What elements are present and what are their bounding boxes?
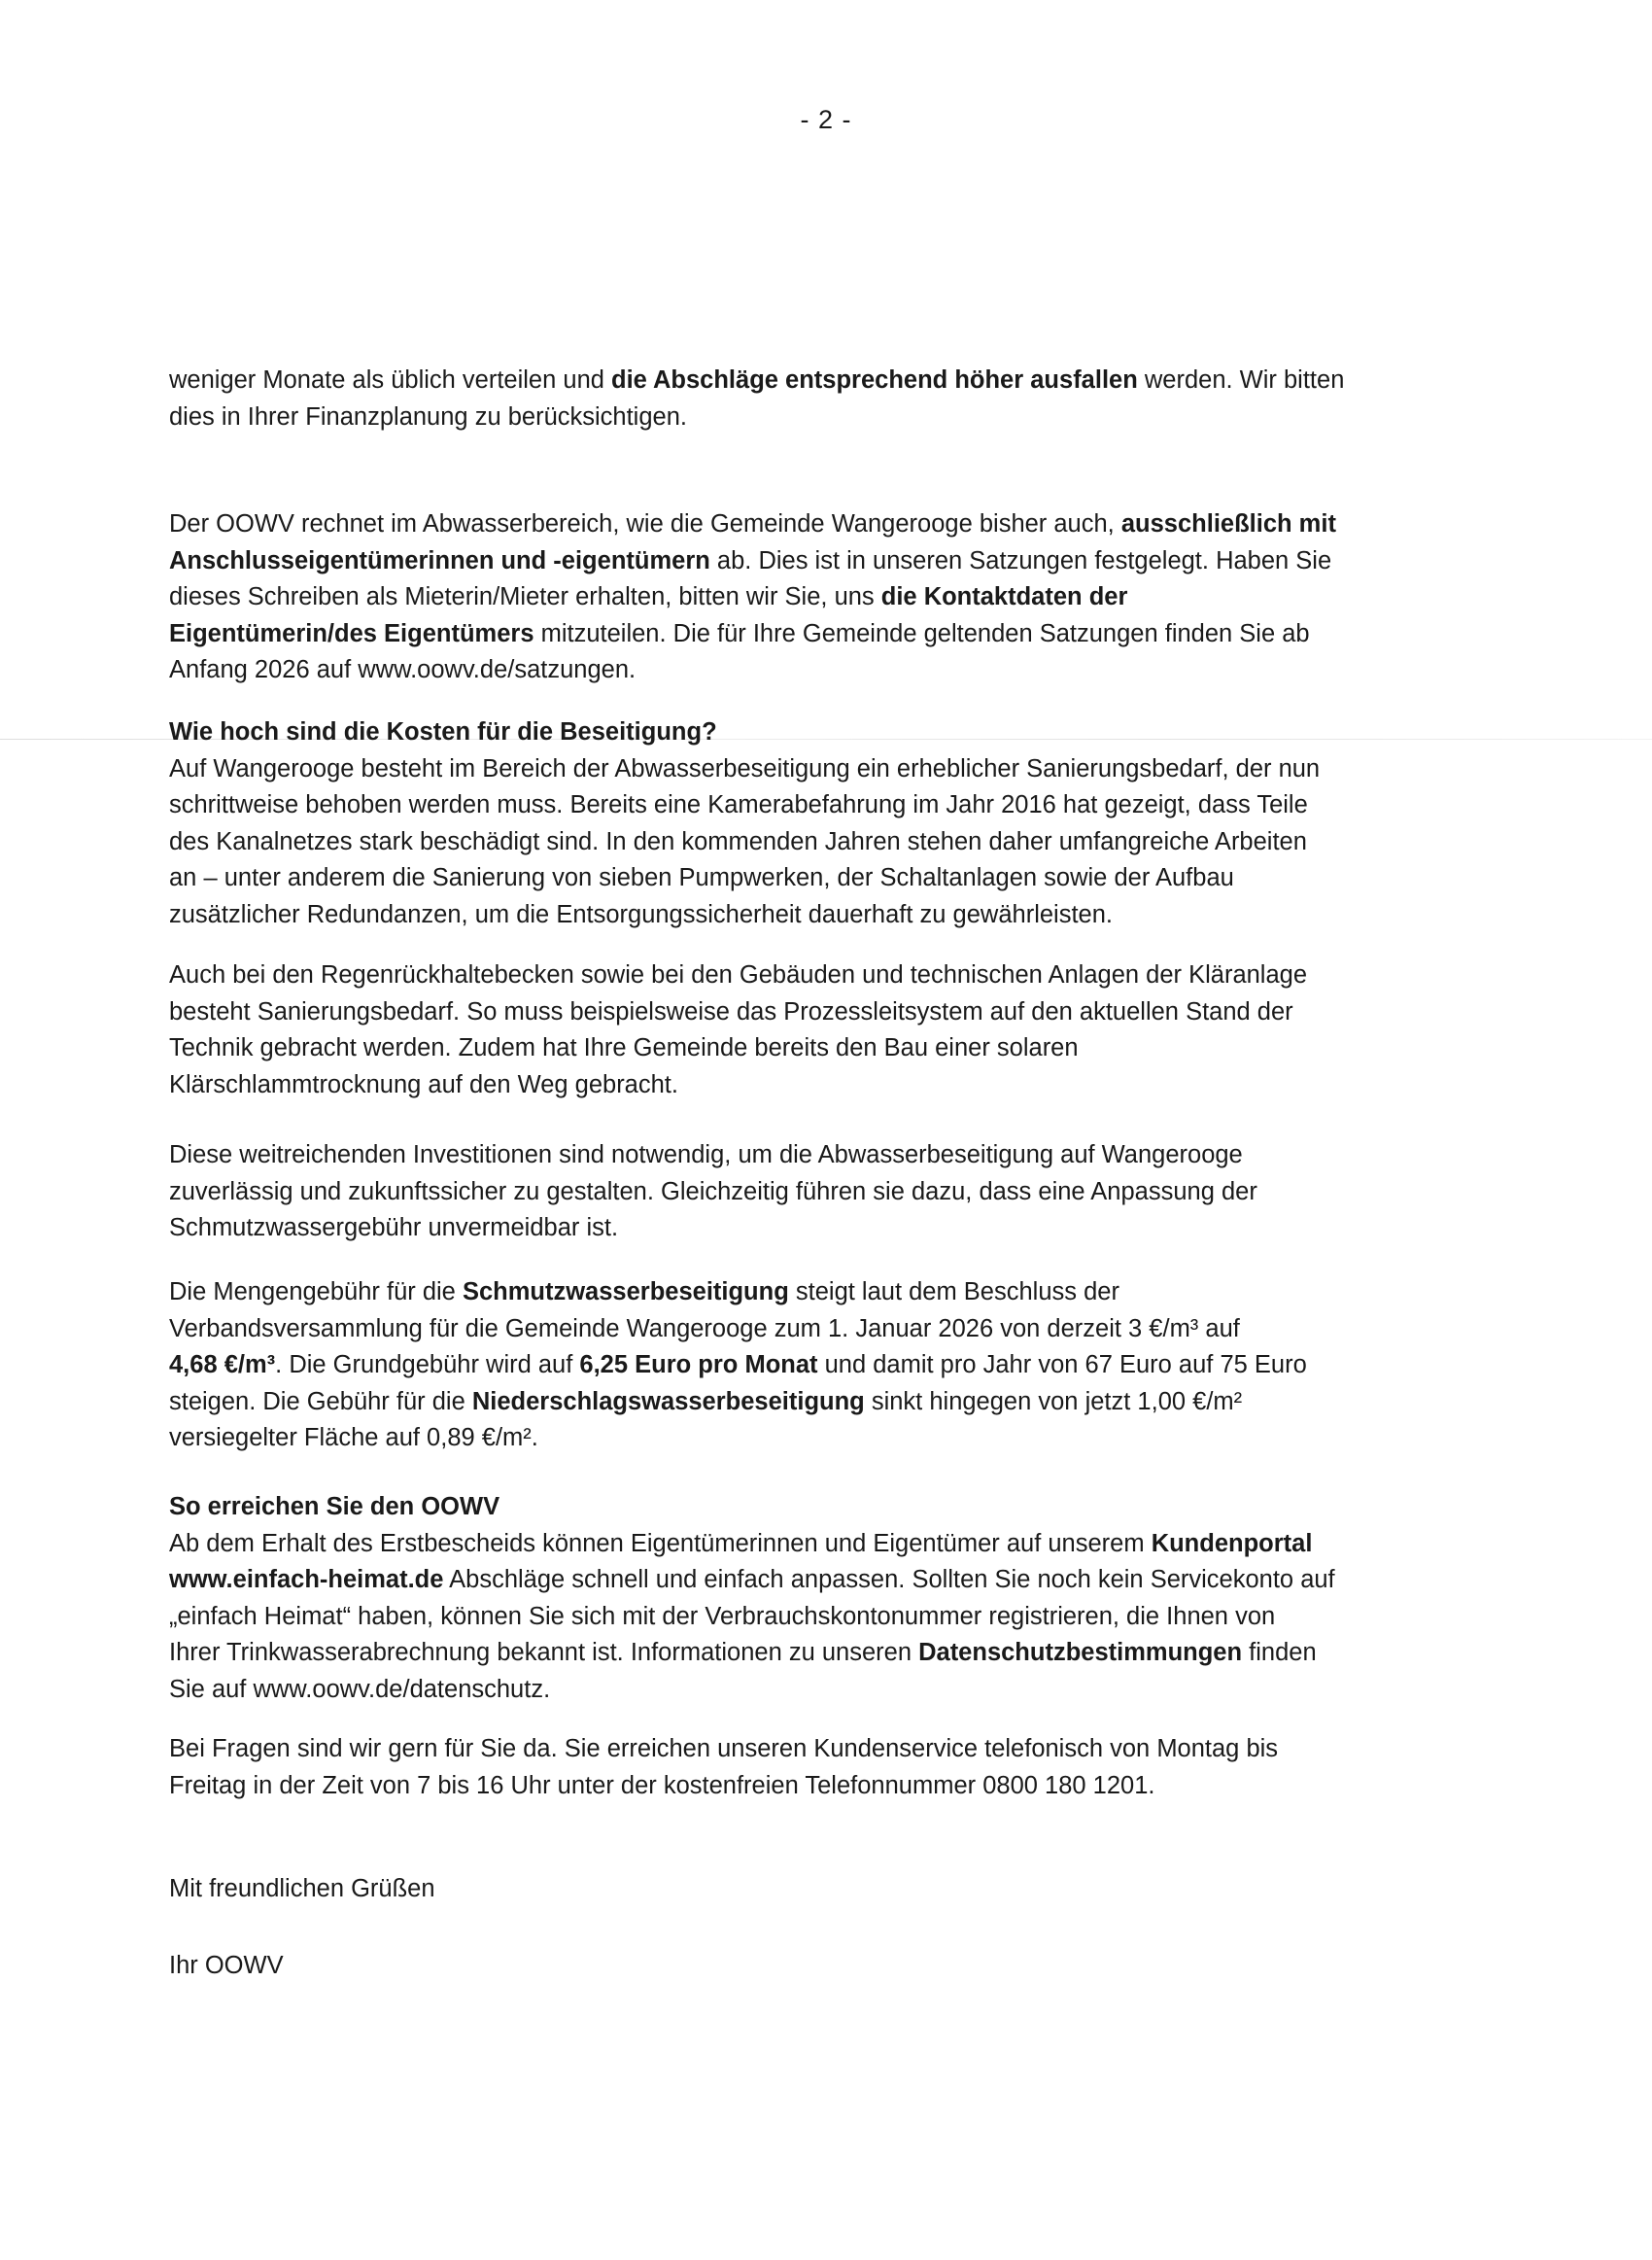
paragraph-fees: Die Mengengebühr für die Schmutzwasserbeseitigung steigt laut dem Beschluss der Verbandsversammlung für die Gemeinde Wangerooge zum 1. Januar 2026 von derzeit 3 €/m³ auf 4,68 €/m³. Die Grundgebühr wird auf 6,25 Euro pro Monat und damit pro Jahr von 67 Euro auf 75 Euro steigen. Die Gebühr für die Niederschlagswasserbeseitigung sinkt hingegen von jetzt 1,00 €/m² versiegelter Fläche auf 0,89 €/m². <box>169 1278 1307 1451</box>
paragraph-investments: Diese weitreichenden Investitionen sind notwendig, um die Abwasserbeseitigung auf Wangerooge zuverlässig und zukunftssicher zu gestalten. Gleichzeitig führen sie dazu, dass eine Anpassung der Schmutzwassergebühr unvermeidbar ist. <box>169 1141 1257 1241</box>
section-costs <box>169 714 1471 933</box>
section-heading-costs: Wie hoch sind die Kosten für die Beseitigung? <box>169 718 717 746</box>
section-contact <box>169 1489 1471 1708</box>
page-number: - 2 - <box>800 105 852 134</box>
paragraph-treatment-plant: Auch bei den Regenrückhaltebecken sowie bei den Gebäuden und technischen Anlagen der Kläranlage besteht Sanierungsbedarf. So muss beispielsweise das Prozessleitsystem auf den aktuellen Stand der Technik gebracht werden. Zudem hat Ihre Gemeinde bereits den Bau einer solaren Klärschlammtrocknung auf den Weg gebracht. <box>169 961 1308 1098</box>
new-fee-value: 4,68 €/m³ <box>169 1351 276 1378</box>
closing-signature: Ihr OOWV <box>169 1952 284 1979</box>
privacy-url: Sie auf www.oowv.de/datenschutz. <box>169 1675 551 1703</box>
emphasis-text: die Abschläge entsprechend höher ausfallen <box>611 366 1138 394</box>
section-heading-contact: So erreichen Sie den OOWV <box>169 1493 500 1520</box>
paragraph-customer-portal: Ab dem Erhalt des Erstbescheids können Eigentümerinnen und Eigentümer auf unserem Kundenportal www.einfach-heimat.de Abschläge schnell und einfach anpassen. Sollten Sie noch kein Servicekonto auf „einfach Heimat“ haben, können Sie sich mit der Verbrauchskontonummer registrieren, die Ihnen von Ihrer Trinkwasserabrechnung bekannt ist. Informationen zu unseren Datenschutzbestimmungen finden Sie auf www.oowv.de/datenschutz. <box>169 1526 1471 1709</box>
paragraph-renovation-need: Auf Wangerooge besteht im Bereich der Abwasserbeseitigung ein erheblicher Sanierungsbedarf, der nun schrittweise behoben werden muss. Bereits eine Kamerabefahrung im Jahr 2016 hat gezeigt, dass Teile des Kanalnetzes stark beschädigt sind. In den kommenden Jahren stehen daher umfangreiche Arbeiten an – unter anderem die Sanierung von sieben Pumpwerken, der Schaltanlagen sowie der Aufbau zusätzlicher Redundanzen, um die Entsorgungssicherheit dauerhaft zu gewährleisten. <box>169 754 1321 928</box>
paragraph-owner-billing: Der OOWV rechnet im Abwasserbereich, wie die Gemeinde Wangerooge bisher auch, ausschließlich mit Anschlusseigentümerinnen und -eigentümern ab. Dies ist in unseren Satzungen festgelegt. Haben Sie dieses Schreiben als Mieterin/Mieter erhalten, bitten wir Sie, uns die Kontaktdaten der Eigentümerin/des Eigentümers mitzuteilen. Die für Ihre Gemeinde geltenden Satzungen finden Sie ab Anfang 2026 auf www.oowv.de/satzungen. <box>169 506 1471 689</box>
paragraph-customer-service: Bei Fragen sind wir gern für Sie da. Sie erreichen unseren Kundenservice telefonisch von Montag bis Freitag in der Zeit von 7 bis 16 Uhr unter der kostenfreien Telefonnummer 0800 180 1201. <box>169 1735 1279 1799</box>
satzungen-link: Anfang 2026 auf www.oowv.de/satzungen. <box>169 656 637 683</box>
portal-url: www.einfach-heimat.de <box>169 1566 444 1593</box>
base-fee-value: 6,25 Euro pro Monat <box>579 1351 818 1378</box>
closing-greeting: Mit freundlichen Grüßen <box>169 1875 435 1902</box>
paragraph-billing-note: weniger Monate als üblich verteilen und die Abschläge entsprechend höher ausfallen werden. Wir bitten dies in Ihrer Finanzplanung zu berücksichtigen. <box>169 366 1345 431</box>
